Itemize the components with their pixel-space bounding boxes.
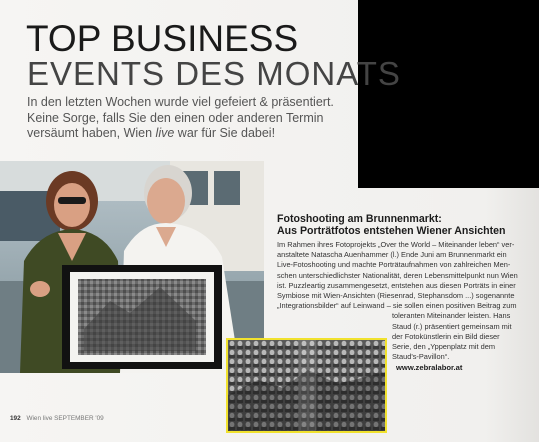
article-line: „Integrationsbilder“ auf Leinwand – sie sollen einen positiven Beitrag zum <box>277 301 517 311</box>
article-line: ist. Puzzleartig zusammengesetzt, entstehen aus diesen Porträts in einer <box>277 280 516 290</box>
article-title-line-2: Aus Porträtfotos entstehen Wiener Ansichten <box>277 225 506 237</box>
article-line: Serie, den „Yppenplatz mit dem <box>392 342 495 352</box>
article-line: der Fotokünstlerin ein Bild dieser <box>392 331 500 341</box>
page-number: 192 <box>10 415 21 422</box>
intro-line-3-start: versäumt haben, Wien <box>27 126 156 140</box>
article-line: Staud (r.) präsentiert gemeinsam mit <box>392 321 512 331</box>
headline-top-business: TOP BUSINESS <box>26 18 299 59</box>
intro-line-2: Keine Sorge, falls Sie den einen oder anderen Termin <box>27 110 324 125</box>
article-website-link[interactable]: www.zebralabor.at <box>396 363 463 373</box>
magazine-issue-label: Wien live SEPTEMBER '09 <box>26 415 104 422</box>
intro-live-italic: live <box>155 126 175 140</box>
article-line: schen unterschiedlichster Nationalität, deren Lebensmittelpunkt nun Wien <box>277 270 518 280</box>
article-line: Live-Fotoshooting und machte Porträtaufnahmen von zahlreichen Men- <box>277 260 511 270</box>
headline-events-des-monats: EVENTS DES MONATS <box>27 55 401 92</box>
intro-line-1: In den letzten Wochen wurde viel gefeiert & präsentiert. <box>27 95 334 109</box>
article-line: Staud's-Pavillon“. <box>392 352 450 362</box>
article-line: Im Rahmen ihres Fotoprojekts „Over the World – Miteinander leben“ ver- <box>277 240 515 249</box>
article-fotoshooting <box>277 213 524 372</box>
article-line: toleranten Miteinander leisten. Hans <box>392 311 511 321</box>
article-line: Symbiose mit Wien-Ansichten (Riesenrad, Stephansdom ...) sogenannte <box>277 291 515 301</box>
intro-line-3-end: war für Sie dabei! <box>174 126 276 140</box>
article-body <box>277 240 524 362</box>
event-photo-illustration <box>0 161 264 373</box>
page-footer <box>10 415 104 422</box>
article-title <box>277 213 524 237</box>
intro-paragraph <box>27 95 372 142</box>
black-corner-block <box>358 0 539 188</box>
article-title-line-1: Fotoshooting am Brunnenmarkt: <box>277 213 442 225</box>
article-line: anstaltete Natascha Auenhammer (l.) Ende Juni am Brunnenmarkt ein <box>277 250 507 260</box>
event-photo <box>0 161 264 373</box>
